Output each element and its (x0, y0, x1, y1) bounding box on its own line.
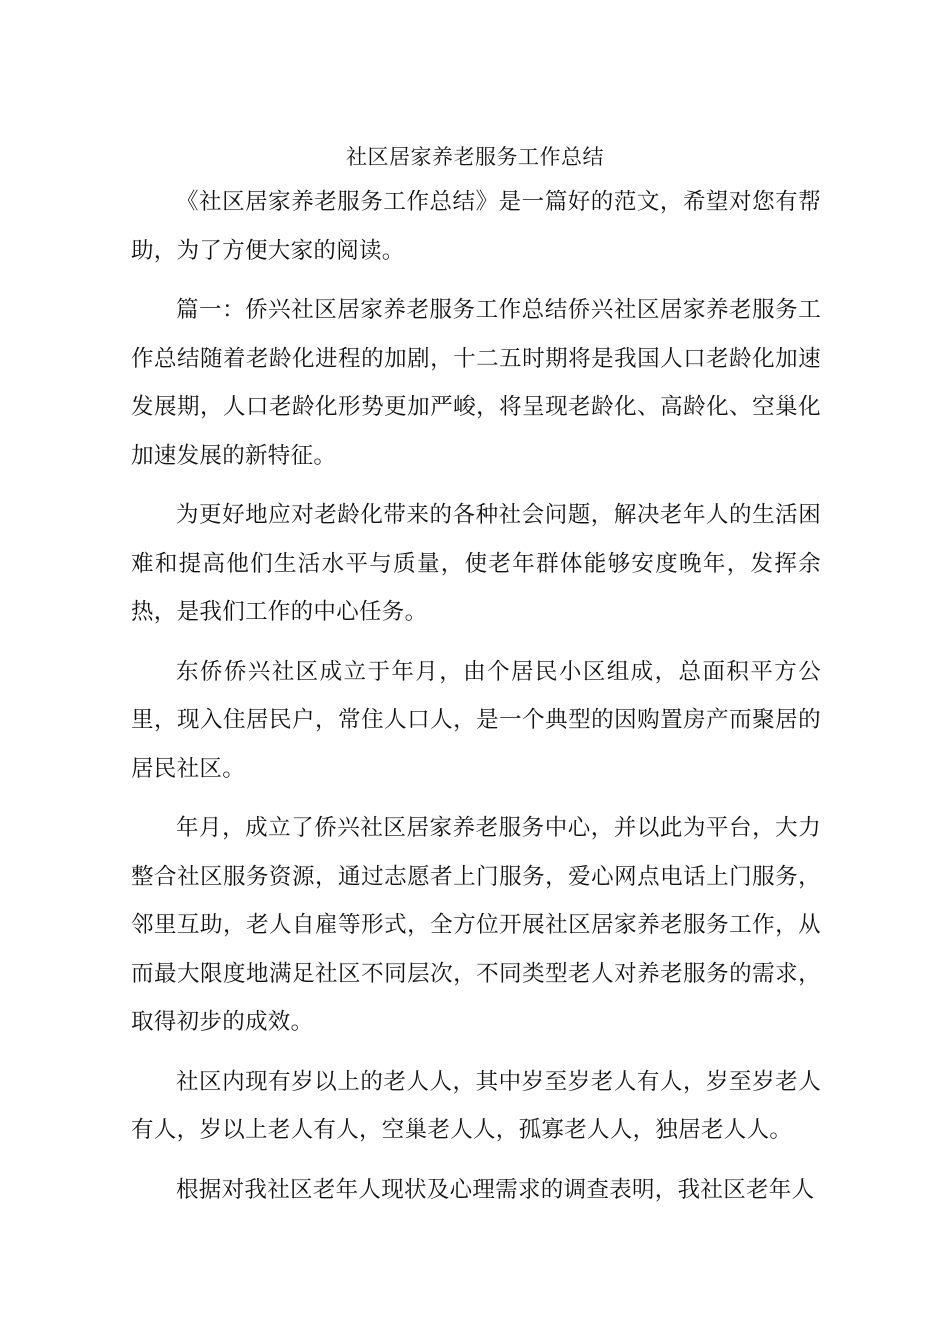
paragraph-task: 为更好地应对老龄化带来的各种社会问题，解决老年人的生活困难和提高他们生活水平与质量，使老年群体能够安度晚年，发挥余热，是我们工作的中心任务。 (131, 502, 821, 625)
paragraph-intro: 《社区居家养老服务工作总结》是一篇好的范文，希望对您有帮助，为了方便大家的阅读。 (131, 189, 821, 264)
paragraph-part-one: 篇一：侨兴社区居家养老服务工作总结侨兴社区居家养老服务工作总结随着老龄化进程的加剧，十二五时期将是我国人口老龄化加速发展期，人口老龄化形势更加严峻，将呈现老龄化、高龄化、空巢化加速发展的新特征。 (131, 297, 821, 469)
paragraph-community: 东侨侨兴社区成立于年月，由个居民小区组成，总面积平方公里，现入住居民户，常住人口人，是一个典型的因购置房产而聚居的居民社区。 (131, 658, 821, 782)
paragraph-survey: 根据对我社区老年人现状及心理需求的调查表明，我社区老年人 (176, 1176, 815, 1203)
paragraph-center: 年月，成立了侨兴社区居家养老服务中心，并以此为平台，大力整合社区服务资源，通过志愿者上门服务，爱心网点电话上门服务，邻里互助，老人自雇等形式，全方位开展社区居家养老服务工作，从而最大限度地满足社区不同层次，不同类型老人对养老服务的需求，取得初步的成效。 (131, 815, 821, 1035)
document-body (131, 178, 821, 1225)
document-title: 社区居家养老服务工作总结 (346, 145, 604, 169)
paragraph-elderly-stats: 社区内现有岁以上的老人人，其中岁至岁老人有人，岁至岁老人有人，岁以上老人有人，空巢老人人，孤寡老人人，独居老人人。 (131, 1068, 821, 1143)
